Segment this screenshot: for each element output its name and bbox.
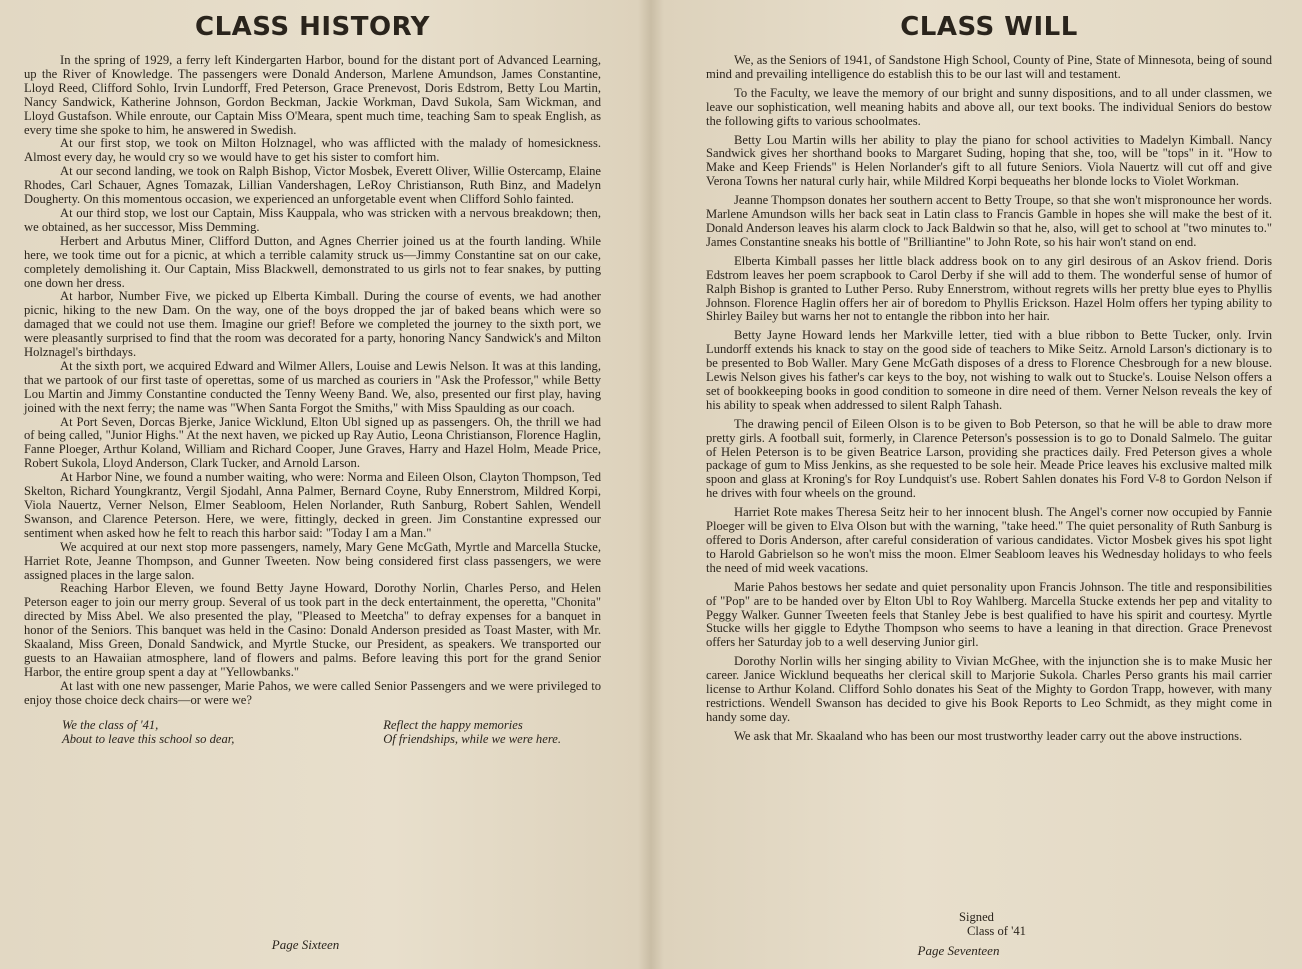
class-will-text <box>706 54 1272 744</box>
page-number: Page Seventeen <box>917 943 1000 958</box>
poem-column-left <box>62 718 234 746</box>
signature-block <box>651 910 1302 938</box>
paragraph: The drawing pencil of Eileen Olson is to be given to Bob Peterson, so that he will be able to draw more pretty girls. A football suit, formerly, in Clarence Peterson's possession is to go to Donald Salmelo. The guitar of Helen Peterson is to be given Beatrice Larson, providing she practices daily. Fred Peterson gives a whole package of gum to Miss Jenkins, as she requested to be sole heir. Meade Price leaves his exclusive malted milk spoon and glass at Kroning's for Roy Lundquist's use. Robert Sahlen donates his Ford V-8 to Gordon Nelson if he drives with four wheels on the ground. <box>706 416 1272 501</box>
paragraph: Dorothy Norlin wills her singing ability to Vivian McGhee, with the injunction she is to make Music her career. Janice Wicklund bequeaths her clerical skill to Marjorie Sukola. Charles Perso grants his mail carrier license to Arthur Koland. Clifford Sohlo donates his Seat of the Mighty to Gordon Trapp, however, with many restrictions. Wendell Swanson has decided to give his Book Reports to Leo Schmidt, as they might come in handy some day. <box>706 654 1272 724</box>
poem-column-right <box>383 718 561 746</box>
paragraph: Marie Pahos bestows her sedate and quiet personality upon Francis Johnson. The title and responsibilities of "Pop" are to be handed over by Elton Ubl to Roy Wahlberg. Marcella Stucke extends her pep and vitality to Peggy Walker. Gunner Tweeten feels that Stanley Jebe is best qualified to have his spirit and courtesy. Myrtle Stucke wills her giggle to Edythe Thompson who seems to have a leaning in that direction. Grace Prenevost offers her Saturday job to a well deserving Junior girl. <box>706 579 1272 650</box>
paragraph: At our second landing, we took on Ralph Bishop, Victor Mosbek, Everett Oliver, Willie Ostercamp, Elaine Rhodes, Carl Schauer, Agnes Tomazak, Lillian Vandershagen, LeRoy Christianson, Ruth Binz, and Madelyn Dougherty. On this momentous occasion, we experienced an unforgetable event when Clifford Sohlo fainted. <box>24 164 601 207</box>
page-title: CLASS HISTORY <box>194 12 431 42</box>
poem-line: About to leave this school so dear, <box>62 731 235 746</box>
paragraph: Harriet Rote makes Theresa Seitz heir to her innocent blush. The Angel's corner now occupied by Fannie Ploeger will be given to Elva Olson but with the warning, "take heed." The quiet personality of Ruth Sanburg is offered to Doris Anderson, after careful consideration of various candidates. Victor Mosbek gives his spot light to Harold Gabrielson so he won't miss the moon. Elmer Seabloom leaves his Wednesday holidays to who feels the need of mid week vacations. <box>706 505 1272 575</box>
paragraph: At last with one new passenger, Marie Pahos, we were called Senior Passengers and we were privileged to enjoy those choice deck chairs—or were we? <box>24 678 601 707</box>
paragraph: Reaching Harbor Eleven, we found Betty Jayne Howard, Dorothy Norlin, Charles Perso, and Helen Peterson eager to join our merry group. Several of us took part in the deck entertainment, the operetta, "Chonita" directed by Miss Abel. We also presented the play, "Pleased to Meetcha" to defray expenses for a banquet in honor of the Seniors. This banquet was held in the Casino: Donald Anderson presided as Toast Master, with Mr. Skaaland, Miss Green, Donald Sandwick, and Myrtle Stucke, our President, as speakers. We transported our guests to an Hawaiian atmosphere, land of flowers and palms. Before leaving this port for the grand Senior Harbor, the entire group spent a day at "Yellowbanks." <box>24 581 601 679</box>
paragraph: At harbor, Number Five, we picked up Elberta Kimball. During the course of events, we had another picnic, hiking to the new Dam. On the way, one of the boys dropped the jar of baked beans which were so damaged that we could not use them. Imagine our grief! Before we completed the journey to the sixth port, we were pleasantly surprised to find that the room was decorated for a party, honoring Nancy Sandwick's and Milton Holznagel's birthdays. <box>24 289 601 360</box>
paragraph: We, as the Seniors of 1941, of Sandstone High School, County of Pine, State of Minnesota, being of sound mind and prevailing intelligence do establish this to be our last will and testament. <box>706 53 1273 81</box>
paragraph: Betty Lou Martin wills her ability to play the piano for school activities to Madelyn Kimball. Nancy Sandwick gives her shorthand books to Margaret Suding, hoping that she, too, will be "tops" in it. "How to Make and Keep Friends" is Helen Norlander's gift to all future Seniors. Viola Nauertz will cut off and give Verona Towns her natural curly hair, while Mildred Korpi bequeaths her blonde locks to Violet Workman. <box>706 132 1272 189</box>
page-number: Page Sixteen <box>271 937 340 952</box>
class-poem <box>62 718 561 746</box>
page-title: CLASS WILL <box>900 12 1078 42</box>
paragraph: Betty Jayne Howard lends her Markville letter, tied with a blue ribbon to Bette Tucker, only. Irvin Lundorff extends his knack to stay on the good side of teachers to Mike Seitz. Arnold Larson's dictionary is to be presented to Bob Waller. Mary Gene McGath disposes of a dress to Florence Chesbrough for a new blouse. Lewis Nelson gives his father's car keys to the boy, not wishing to walk out to Stucke's. Louise Nelson offers a set of bookkeeping books in good condition to someone in dire need of them. Verner Nelson reveals the key of his ability to speak when addressed to silent Ralph Tahash. <box>706 328 1272 412</box>
paragraph: We ask that Mr. Skaaland who has been our most trustworthy leader carry out the above instructions. <box>734 728 1243 743</box>
poem-line: We the class of '41, <box>62 717 159 732</box>
paragraph: We acquired at our next stop more passengers, namely, Mary Gene McGath, Myrtle and Marcella Stucke, Harriet Rote, Jeanne Thompson, and Gunner Tweeten. Now being considered first class passengers, we were assigned places in the large salon. <box>24 539 601 582</box>
paragraph: Herbert and Arbutus Miner, Clifford Dutton, and Agnes Cherrier joined us at the fourth landing. While here, we took time out for a picnic, at which a terrible calamity struck us—Jimmy Constantine sat on our cake, completely demolishing it. Our Captain, Miss Blackwell, demonstrated to us girls not to fear snakes, by putting one down her dress. <box>24 233 601 290</box>
poem-line: Reflect the happy memories <box>383 717 523 732</box>
paragraph: At the sixth port, we acquired Edward and Wilmer Allers, Louise and Lewis Nelson. It was at this landing, that we partook of our first taste of operettas, some of us marched as couriers in "Ask the Professor," while Betty Lou Martin and Jimmy Constantine conducted the Tenny Weeny Band. We, also, presented our first play, having joined with the next ferry; the name was "When Santa Forgot the Smiths," with Miss Spaulding as our coach. <box>24 358 601 415</box>
signed-label: Signed <box>959 910 994 924</box>
paragraph: In the spring of 1929, a ferry left Kindergarten Harbor, bound for the distant port of Advanced Learning, up the River of Knowledge. The passengers were Donald Anderson, Marlene Amundson, James Constantine, Lloyd Reed, Clifford Sohlo, Irvin Lundorff, Fred Peterson, Grace Prenevost, Doris Edstrom, Betty Lou Martin, Nancy Sandwick, Katherine Johnson, Gordon Beckman, Jackie Workman, Davd Sukola, Sam Wickman, and Lloyd Gustafson. While enroute, our Captain Miss O'Meara, spent much time, teaching Sam to speak English, as every time she spoke to him, he answered in Swedish. <box>24 53 601 137</box>
signed-by: Class of '41 <box>967 924 1026 938</box>
poem-line: Of friendships, while we were here. <box>383 731 561 746</box>
class-history-text <box>24 54 601 708</box>
paragraph: At our first stop, we took on Milton Holznagel, who was afflicted with the malady of homesickness. Almost every day, he would cry so we would have to get his sister to comfort him. <box>24 136 601 165</box>
paragraph: Elberta Kimball passes her little black address book on to any girl desirous of an Askov friend. Doris Edstrom leaves her poem scrapbook to Carol Derby if she will add to them. The wonderful sense of humor of Ralph Bishop is granted to Luther Perso. Ruby Ennerstrom, without regrets wills her pretty blue eyes to Phyllis Johnson. Florence Haglin offers her air of boredom to Phyllis Erickson. Hazel Holm offers her typing ability to Shirley Bailey but warns her not to entangle the ribbon into her hair. <box>706 253 1272 324</box>
right-page <box>651 0 1302 969</box>
paragraph: Jeanne Thompson donates her southern accent to Betty Troupe, so that she won't mispronounce her words. Marlene Amundson wills her back seat in Latin class to Francis Gamble in hopes she will make the best of it. Donald Anderson leaves his alarm clock to Jack Baldwin so that he, also, will get to school at "two minutes to." James Constantine sneaks his bottle of "Brilliantine" to John Rote, so his hair won't stand on end. <box>706 193 1272 249</box>
paragraph: At Port Seven, Dorcas Bjerke, Janice Wicklund, Elton Ubl signed up as passengers. Oh, the thrill we had of being called, "Junior Highs." At the next haven, we picked up Ray Autio, Leona Christianson, Florence Haglin, Fanne Ploeger, Arthur Koland, William and Richard Cooper, June Graves, Harry and Hazel Holm, Meade Price, Robert Sukola, Lloyd Anderson, Clark Tucker, and Arnold Larson. <box>24 414 601 471</box>
paragraph: At our third stop, we lost our Captain, Miss Kauppala, who was stricken with a nervous breakdown; then, we obtained, as her successor, Miss Demming. <box>24 205 601 234</box>
paragraph: To the Faculty, we leave the memory of our bright and sunny dispositions, and to all under classmen, we leave our sophistication, well meaning habits and above all, our text books. The individual Seniors do bestow the following gifts to various schoolmates. <box>706 85 1272 128</box>
paragraph: At Harbor Nine, we found a number waiting, who were: Norma and Eileen Olson, Clayton Thompson, Ted Skelton, Richard Youngkrantz, Vergil Sjodahl, Anna Palmer, Bernard Coyne, Ruby Ennerstrom, Mildred Korpi, Viola Nauertz, Verner Nelson, Elmer Seabloom, Helen Norlander, Ruth Sanburg, Robert Sahlen, Wendell Swanson, and Clarence Peterson. Here, we were, fittingly, decked in green. Jim Constantine expressed our sentiment when asked how he felt to reach this harbor said: "Today I am a Man." <box>24 470 601 540</box>
